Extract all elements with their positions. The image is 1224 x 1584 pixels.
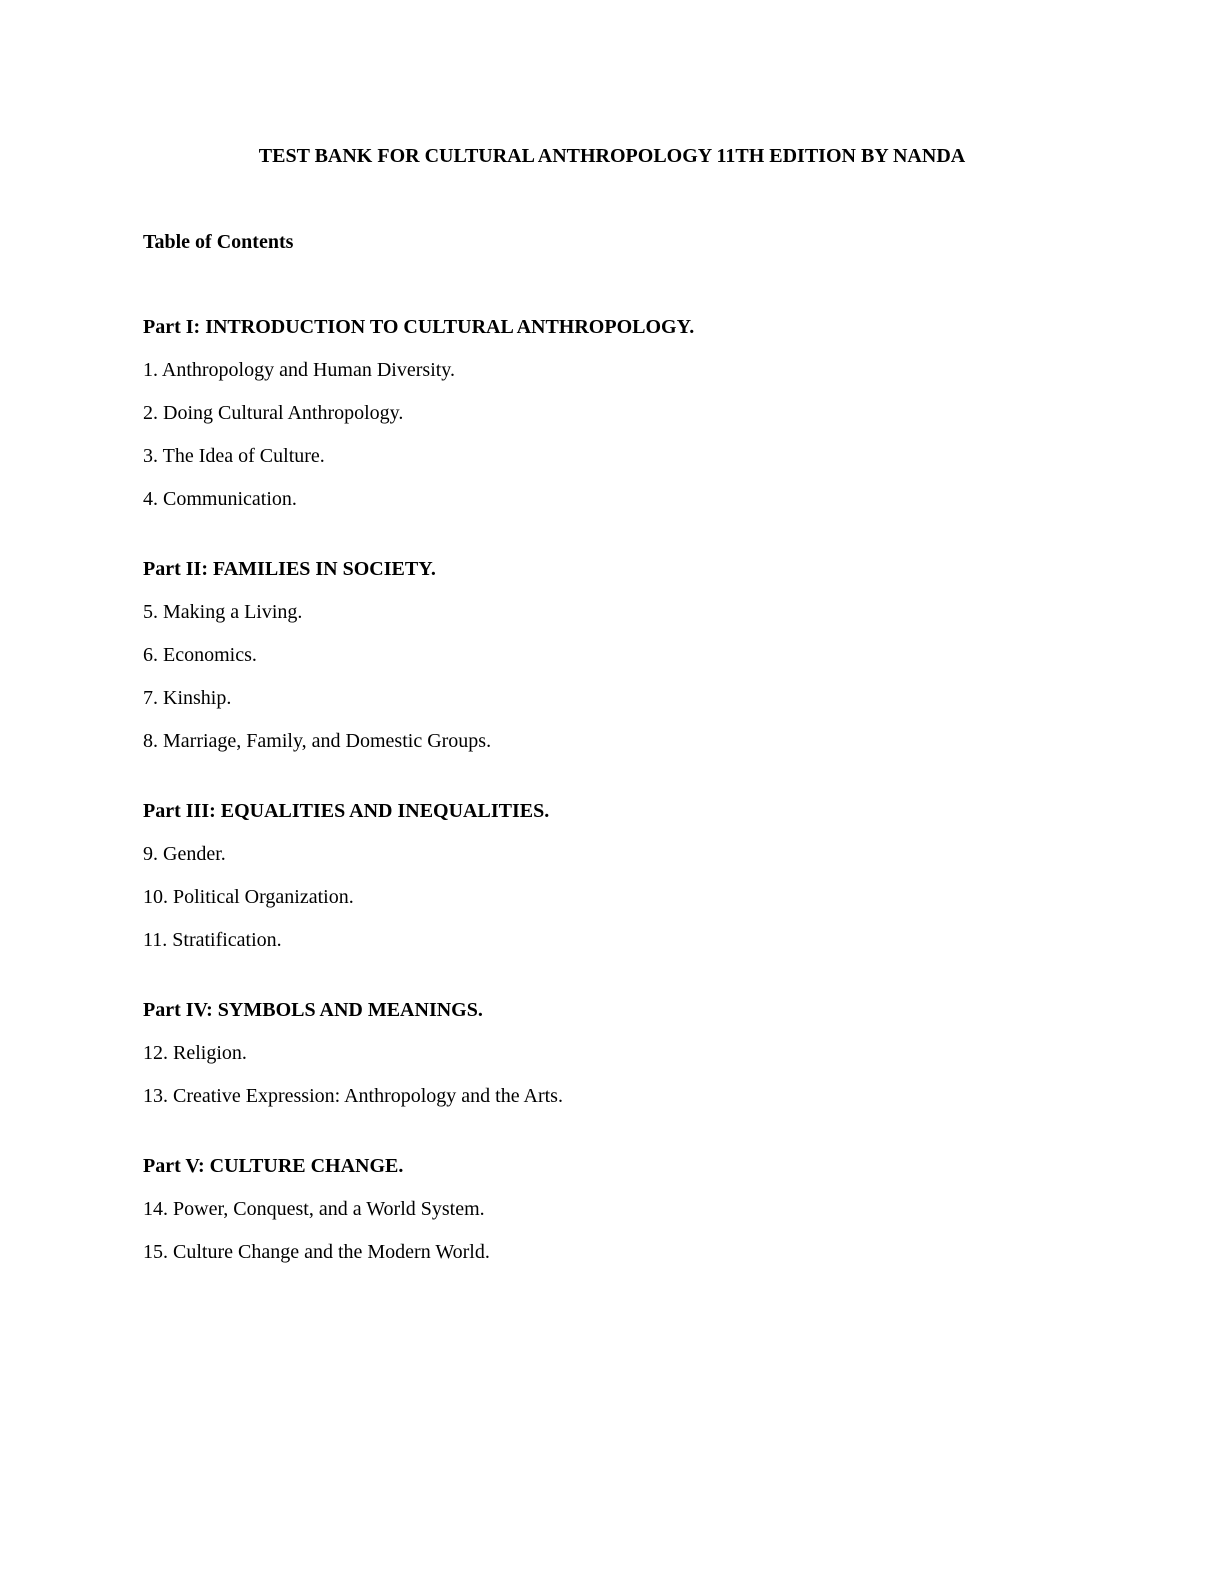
chapter-item: 1. Anthropology and Human Diversity.: [143, 359, 456, 381]
part-title: Part III: EQUALITIES AND INEQUALITIES.: [143, 800, 550, 822]
chapter-item: 12. Religion.: [143, 1042, 247, 1064]
chapter-item: 5. Making a Living.: [143, 601, 303, 623]
chapter-item: 7. Kinship.: [143, 687, 232, 709]
chapter-item: 3. The Idea of Culture.: [143, 445, 325, 467]
document-title: TEST BANK FOR CULTURAL ANTHROPOLOGY 11TH EDITION BY NANDA: [258, 145, 966, 167]
part-2: [143, 556, 1143, 754]
part-title: Part IV: SYMBOLS AND MEANINGS.: [143, 999, 483, 1021]
part-title: Part I: INTRODUCTION TO CULTURAL ANTHROPOLOGY.: [143, 316, 695, 338]
chapter-item: 9. Gender.: [143, 843, 226, 865]
chapter-item: 8. Marriage, Family, and Domestic Groups.: [143, 730, 492, 752]
part-title: Part II: FAMILIES IN SOCIETY.: [143, 558, 436, 580]
part-4: [143, 997, 1143, 1109]
chapter-item: 4. Communication.: [143, 488, 297, 510]
part-title: Part V: CULTURE CHANGE.: [143, 1155, 404, 1177]
chapter-item: 11. Stratification.: [143, 929, 282, 951]
chapter-item: 15. Culture Change and the Modern World.: [143, 1241, 490, 1263]
chapter-item: 2. Doing Cultural Anthropology.: [143, 402, 404, 424]
chapter-item: 10. Political Organization.: [143, 886, 354, 908]
chapter-item: 14. Power, Conquest, and a World System.: [143, 1198, 485, 1220]
part-3: [143, 798, 1143, 953]
chapter-item: 13. Creative Expression: Anthropology and the Arts.: [143, 1085, 563, 1107]
part-5: [143, 1153, 1143, 1265]
table-of-contents: [143, 314, 1143, 1309]
toc-heading: Table of Contents: [143, 231, 294, 253]
chapter-item: 6. Economics.: [143, 644, 257, 666]
part-1: [143, 314, 1143, 512]
